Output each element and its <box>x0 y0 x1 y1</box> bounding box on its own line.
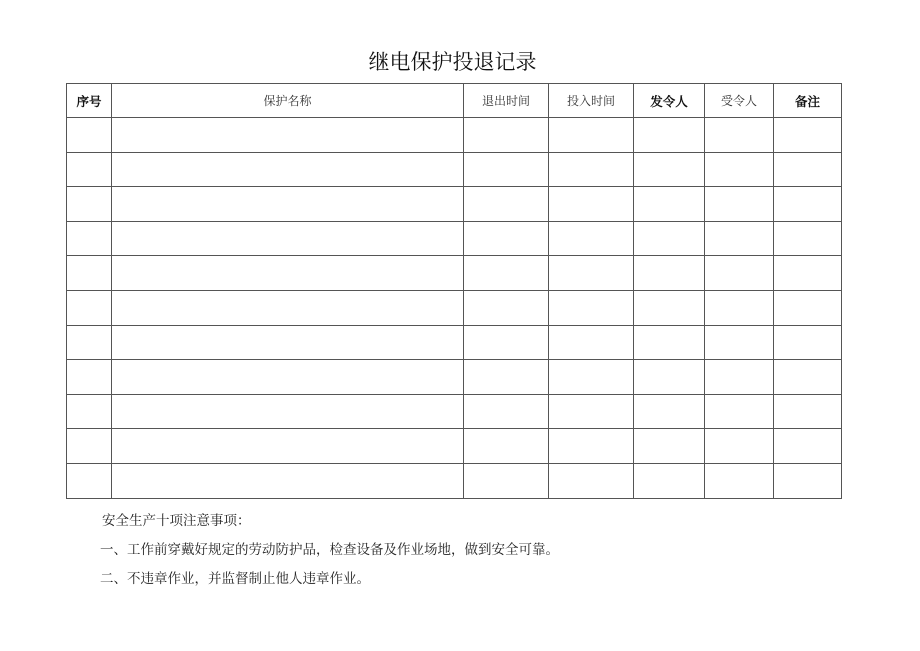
seq-cell[interactable] <box>67 221 112 256</box>
remark-cell[interactable] <box>774 463 842 498</box>
exit-time-cell[interactable] <box>464 394 549 429</box>
seq-cell[interactable] <box>67 152 112 187</box>
enter-time-cell[interactable] <box>549 429 634 464</box>
seq-cell[interactable] <box>67 290 112 325</box>
seq-cell[interactable] <box>67 360 112 395</box>
exit-time-cell[interactable] <box>464 152 549 187</box>
name-cell[interactable] <box>112 256 464 291</box>
receiver-cell[interactable] <box>705 360 774 395</box>
name-cell[interactable] <box>112 152 464 187</box>
receiver-cell[interactable] <box>705 152 774 187</box>
seq-cell[interactable] <box>67 463 112 498</box>
receiver-cell[interactable] <box>705 118 774 153</box>
remark-cell[interactable] <box>774 325 842 360</box>
table-row <box>67 221 842 256</box>
receiver-cell[interactable] <box>705 394 774 429</box>
issuer-cell[interactable] <box>634 290 705 325</box>
issuer-cell[interactable] <box>634 360 705 395</box>
exit-time-cell[interactable] <box>464 325 549 360</box>
seq-cell[interactable] <box>67 256 112 291</box>
enter-time-cell[interactable] <box>549 325 634 360</box>
name-cell[interactable] <box>112 429 464 464</box>
table-row <box>67 152 842 187</box>
name-cell[interactable] <box>112 118 464 153</box>
enter-time-cell[interactable] <box>549 187 634 222</box>
name-cell[interactable] <box>112 290 464 325</box>
issuer-cell[interactable] <box>634 325 705 360</box>
enter-time-cell[interactable] <box>549 256 634 291</box>
exit-time-cell[interactable] <box>464 256 549 291</box>
column-header-remark: 备注 <box>774 84 842 118</box>
remark-cell[interactable] <box>774 152 842 187</box>
column-header-seq: 序号 <box>67 84 112 118</box>
name-cell[interactable] <box>112 325 464 360</box>
column-header-name: 保护名称 <box>112 84 464 118</box>
table-row <box>67 187 842 222</box>
receiver-cell[interactable] <box>705 429 774 464</box>
record-table <box>66 83 842 499</box>
receiver-cell[interactable] <box>705 463 774 498</box>
issuer-cell[interactable] <box>634 394 705 429</box>
safety-note-item: 一、工作前穿戴好规定的劳动防护品，检查设备及作业场地，做到安全可靠。 <box>100 542 559 558</box>
remark-cell[interactable] <box>774 256 842 291</box>
remark-cell[interactable] <box>774 187 842 222</box>
issuer-cell[interactable] <box>634 463 705 498</box>
name-cell[interactable] <box>112 394 464 429</box>
seq-cell[interactable] <box>67 325 112 360</box>
remark-cell[interactable] <box>774 290 842 325</box>
exit-time-cell[interactable] <box>464 118 549 153</box>
name-cell[interactable] <box>112 221 464 256</box>
table-row <box>67 429 842 464</box>
exit-time-cell[interactable] <box>464 290 549 325</box>
remark-cell[interactable] <box>774 394 842 429</box>
column-header-receiver: 受令人 <box>705 84 774 118</box>
exit-time-cell[interactable] <box>464 187 549 222</box>
table-row <box>67 463 842 498</box>
issuer-cell[interactable] <box>634 256 705 291</box>
name-cell[interactable] <box>112 463 464 498</box>
safety-notes <box>100 507 559 594</box>
exit-time-cell[interactable] <box>464 360 549 395</box>
remark-cell[interactable] <box>774 429 842 464</box>
seq-cell[interactable] <box>67 429 112 464</box>
table-row <box>67 394 842 429</box>
remark-cell[interactable] <box>774 118 842 153</box>
enter-time-cell[interactable] <box>549 290 634 325</box>
issuer-cell[interactable] <box>634 429 705 464</box>
receiver-cell[interactable] <box>705 187 774 222</box>
seq-cell[interactable] <box>67 187 112 222</box>
table-row <box>67 256 842 291</box>
enter-time-cell[interactable] <box>549 394 634 429</box>
column-header-exit-time: 退出时间 <box>464 84 549 118</box>
seq-cell[interactable] <box>67 394 112 429</box>
table-row <box>67 360 842 395</box>
name-cell[interactable] <box>112 360 464 395</box>
table-row <box>67 118 842 153</box>
safety-notes-heading: 安全生产十项注意事项： <box>102 513 251 529</box>
column-header-enter-time: 投入时间 <box>549 84 634 118</box>
issuer-cell[interactable] <box>634 221 705 256</box>
enter-time-cell[interactable] <box>549 118 634 153</box>
receiver-cell[interactable] <box>705 221 774 256</box>
issuer-cell[interactable] <box>634 152 705 187</box>
enter-time-cell[interactable] <box>549 463 634 498</box>
column-header-issuer: 发令人 <box>634 84 705 118</box>
issuer-cell[interactable] <box>634 187 705 222</box>
issuer-cell[interactable] <box>634 118 705 153</box>
remark-cell[interactable] <box>774 360 842 395</box>
page-title: 继电保护投退记录 <box>368 50 537 74</box>
exit-time-cell[interactable] <box>464 463 549 498</box>
enter-time-cell[interactable] <box>549 221 634 256</box>
remark-cell[interactable] <box>774 221 842 256</box>
header-row <box>67 84 842 118</box>
exit-time-cell[interactable] <box>464 429 549 464</box>
table-row <box>67 325 842 360</box>
name-cell[interactable] <box>112 187 464 222</box>
table-body <box>67 118 842 499</box>
exit-time-cell[interactable] <box>464 221 549 256</box>
table-row <box>67 290 842 325</box>
receiver-cell[interactable] <box>705 256 774 291</box>
enter-time-cell[interactable] <box>549 360 634 395</box>
receiver-cell[interactable] <box>705 325 774 360</box>
safety-note-item: 二、不违章作业，并监督制止他人违章作业。 <box>100 571 370 587</box>
receiver-cell[interactable] <box>705 290 774 325</box>
enter-time-cell[interactable] <box>549 152 634 187</box>
seq-cell[interactable] <box>67 118 112 153</box>
